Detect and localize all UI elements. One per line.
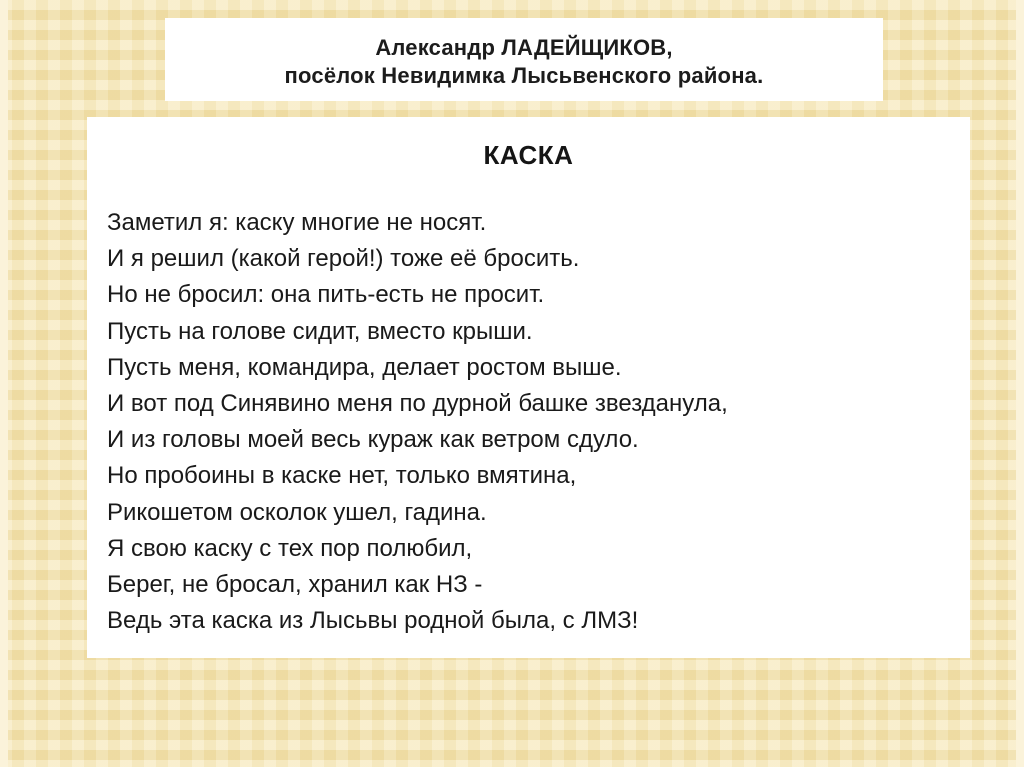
slide-left-edge xyxy=(0,0,8,767)
slide-right-edge xyxy=(1016,0,1024,767)
poem-line: Но пробоины в каске нет, только вмятина, xyxy=(107,462,577,490)
poem-line: И я решил (какой герой!) тоже её бросить. xyxy=(107,245,580,273)
poem-line: Заметил я: каску многие не носят. xyxy=(107,209,487,236)
poem-title: КАСКА xyxy=(483,140,574,170)
poem-line: Пусть меня, командира, делает ростом выше. xyxy=(107,353,622,381)
poem-body xyxy=(107,205,728,639)
author-location: посёлок Невидимка Лысьвенского района. xyxy=(284,63,764,88)
poem-line: И из головы моей весь кураж как ветром сдуло. xyxy=(107,426,639,454)
author-caption xyxy=(165,18,883,101)
poem-line: Пусть на голове сидит, вместо крыши. xyxy=(107,317,533,345)
author-name: Александр ЛАДЕЙЩИКОВ, xyxy=(375,35,673,60)
poem-line: И вот под Синявино меня по дурной башке звезданула, xyxy=(107,390,728,418)
poem-panel xyxy=(87,117,970,658)
poem-line: Я свою каску с тех пор полюбил, xyxy=(107,534,473,562)
poem-line: Рикошетом осколок ушел, гадина. xyxy=(107,498,487,526)
poem-line: Ведь эта каска из Лысьвы родной была, с ЛМЗ! xyxy=(107,607,639,635)
poem-line: Берег, не бросал, хранил как НЗ - xyxy=(107,571,483,599)
poem-line: Но не бросил: она пить-есть не просит. xyxy=(107,281,545,309)
